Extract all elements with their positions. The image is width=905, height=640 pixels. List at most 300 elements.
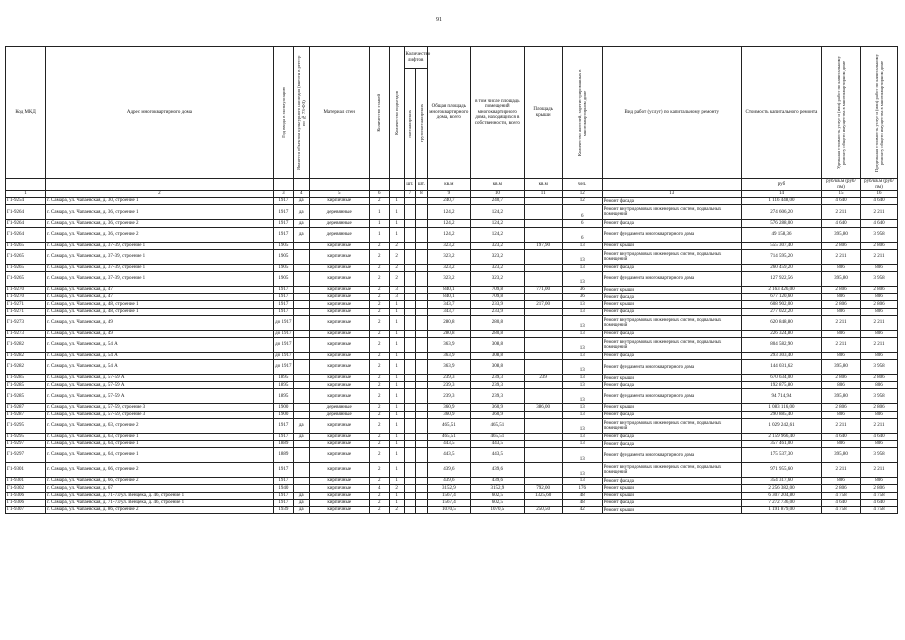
cell-walls: кирпичные — [309, 485, 369, 492]
cell-max-cost: 2 211 — [861, 418, 898, 433]
header-heritage: Является объектом культурного наследия (внесен в реестр по № 73-ФЗ) — [296, 55, 307, 170]
cell-walls: кирпичные — [309, 352, 369, 359]
cell-owned-area: 308,8 — [470, 360, 524, 375]
cell-walls: кирпичные — [309, 418, 369, 433]
cell-lifts-pass — [404, 506, 416, 513]
cell-lifts-cargo — [416, 485, 428, 492]
header-lifts-pass: пассажирских — [407, 109, 413, 138]
cell-lifts-cargo — [416, 411, 428, 418]
cell-lifts-pass — [404, 242, 416, 249]
cell-floors: 2 — [369, 301, 389, 308]
table-row — [6, 271, 898, 286]
cell-lifts-cargo — [416, 198, 428, 205]
cell-heritage — [293, 360, 309, 375]
cell-floors: 2 — [369, 352, 389, 359]
cell-unit-cost: 4 758 — [822, 506, 861, 513]
cell-entrances: 1 — [389, 315, 404, 330]
cell-code: Г1-9297 — [6, 441, 46, 448]
cell-address: г. Самара, ул. Чапаевская, д. 37-39, строение 1 — [46, 242, 274, 249]
cell-residents: 13 — [562, 360, 602, 375]
cell-total-area: 343,7 — [427, 301, 470, 308]
cell-year: 1917 — [273, 205, 293, 220]
cell-residents: 13 — [562, 271, 602, 286]
cell-unit-cost: 395,80 — [822, 360, 861, 375]
cell-cost: 49 158,36 — [741, 227, 821, 242]
page-number: 91 — [436, 17, 442, 23]
cell-unit-cost: 806 — [822, 441, 861, 448]
cell-lifts-pass — [404, 249, 416, 264]
cell-max-cost: 4 640 — [861, 220, 898, 227]
cell-total-area: 323,2 — [427, 271, 470, 286]
cell-unit-cost: 806 — [822, 352, 861, 359]
cell-heritage: да — [293, 492, 309, 499]
cell-year: 1900 — [273, 411, 293, 418]
cell-walls: кирпичные — [309, 506, 369, 513]
cell-roof-area — [524, 441, 562, 448]
cell-heritage — [293, 249, 309, 264]
cell-walls: кирпичные — [309, 463, 369, 478]
cell-residents: 36 — [562, 286, 602, 293]
cell-owned-area: 323,2 — [470, 264, 524, 271]
cell-owned-area: 443,5 — [470, 448, 524, 463]
cell-unit-cost: 395,80 — [822, 448, 861, 463]
column-number: 6 — [369, 191, 389, 198]
cell-walls: деревянные — [309, 220, 369, 227]
cell-heritage — [293, 478, 309, 485]
cell-floors: 2 — [369, 271, 389, 286]
cell-residents: 13 — [562, 404, 602, 411]
cell-work-type: Ремонт крыши — [602, 506, 741, 513]
cell-lifts-cargo — [416, 499, 428, 506]
cell-address: г. Самара, ул. Чапаевская, д. 57-59 А — [46, 389, 274, 404]
cell-entrances: 1 — [389, 205, 404, 220]
header-unit-cost: Удельная стоимость услуг и (или) работ по капитальному ремонту общего имущества в многоквартирном доме — [836, 56, 847, 169]
cell-roof-area — [524, 411, 562, 418]
cell-address: г. Самара, ул. Чапаевская, д. 54 А — [46, 360, 274, 375]
cell-owned-area: 239,3 — [470, 375, 524, 382]
column-number: 15 — [822, 191, 861, 198]
cell-work-type: Ремонт внутридомовых инженерных систем, подвальных помещений — [602, 337, 741, 352]
cell-floors: 2 — [369, 375, 389, 382]
cell-year: 1905 — [273, 271, 293, 286]
cell-cost: 290 885,40 — [741, 411, 821, 418]
cell-lifts-pass — [404, 315, 416, 330]
cell-year: 1940 — [273, 485, 293, 492]
cell-owned-area: 323,2 — [470, 249, 524, 264]
table-row — [6, 294, 898, 301]
cell-total-area: 1567,4 — [427, 499, 470, 506]
cell-cost: 277 022,20 — [741, 308, 821, 315]
cell-walls: деревянные — [309, 227, 369, 242]
cell-roof-area — [524, 463, 562, 478]
cell-residents: 13 — [562, 330, 602, 337]
cell-residents: 6 — [562, 205, 602, 220]
cell-total-area: 124,2 — [427, 220, 470, 227]
cell-max-cost: 806 — [861, 294, 898, 301]
column-number: 14 — [741, 191, 821, 198]
cell-walls: кирпичные — [309, 375, 369, 382]
cell-year: до 1917 — [273, 337, 293, 352]
cell-code: Г1-9273 — [6, 330, 46, 337]
cell-code: Г1-9273 — [6, 315, 46, 330]
cell-heritage — [293, 382, 309, 389]
cell-address: г. Самара, ул. Чапаевская, д. 49 — [46, 315, 274, 330]
cell-max-cost: 2 806 — [861, 404, 898, 411]
cell-cost: 1 116 448,00 — [741, 198, 821, 205]
cell-max-cost: 3 958 — [861, 227, 898, 242]
cell-owned-area: 239,3 — [470, 389, 524, 404]
cell-heritage — [293, 294, 309, 301]
column-number: 5 — [309, 191, 369, 198]
cell-address: г. Самара, ул. Чапаевская, д. 63, строение 1 — [46, 433, 274, 440]
cell-entrances: 1 — [389, 227, 404, 242]
cell-walls: кирпичные — [309, 264, 369, 271]
cell-address: г. Самара, ул. Чапаевская, д. 37-39, строение 1 — [46, 249, 274, 264]
cell-owned-area: 360,9 — [470, 411, 524, 418]
cell-lifts-pass — [404, 411, 416, 418]
cell-address: г. Самара, ул. Чапаевская, д. 57-59 А — [46, 382, 274, 389]
cell-address: г. Самара, ул. Чапаевская, д. 57-59, строение 3 — [46, 404, 274, 411]
table-row — [6, 411, 898, 418]
cell-walls: кирпичные — [309, 389, 369, 404]
cell-address: г. Самара, ул. Чапаевская, д. 57-59 А — [46, 375, 274, 382]
cell-max-cost: 2 806 — [861, 286, 898, 293]
cell-owned-area: 709,8 — [470, 286, 524, 293]
cell-lifts-cargo — [416, 352, 428, 359]
cell-cost: 6 307 204,80 — [741, 492, 821, 499]
cell-floors: 2 — [369, 448, 389, 463]
cell-cost: 576 288,00 — [741, 220, 821, 227]
cell-year: 1917 — [273, 227, 293, 242]
cell-heritage — [293, 352, 309, 359]
cell-owned-area: 1070,5 — [470, 506, 524, 513]
unit-residents: чел. — [562, 179, 602, 191]
cell-code: Г1-9264 — [6, 227, 46, 242]
cell-owned-area: 323,2 — [470, 242, 524, 249]
cell-lifts-pass — [404, 478, 416, 485]
cell-walls: кирпичные — [309, 301, 369, 308]
cell-residents: 6 — [562, 220, 602, 227]
cell-address: г. Самара, ул. Чапаевская, д. 49 — [46, 330, 274, 337]
cell-floors: 2 — [369, 499, 389, 506]
cell-cost: 2 256 382,00 — [741, 485, 821, 492]
cell-lifts-pass — [404, 418, 416, 433]
cell-owned-area: 439,6 — [470, 478, 524, 485]
cell-heritage: да — [293, 205, 309, 220]
cell-owned-area: 124,2 — [470, 220, 524, 227]
table-row — [6, 389, 898, 404]
cell-total-area: 443,5 — [427, 441, 470, 448]
cell-entrances: 1 — [389, 463, 404, 478]
cell-walls: кирпичные — [309, 249, 369, 264]
unit-lifts-pass: шт. — [404, 179, 416, 191]
cell-year: 1917 — [273, 433, 293, 440]
cell-walls: деревянные — [309, 404, 369, 411]
cell-residents: 13 — [562, 249, 602, 264]
cell-unit-cost: 806 — [822, 294, 861, 301]
cell-lifts-cargo — [416, 448, 428, 463]
cell-roof-area — [524, 352, 562, 359]
cell-lifts-cargo — [416, 315, 428, 330]
cell-entrances: 1 — [389, 478, 404, 485]
cell-address: г. Самара, ул. Чапаевская, д. 36, строение 2 — [46, 220, 274, 227]
cell-owned-area: 439,6 — [470, 463, 524, 478]
cell-address: г. Самара, ул. Чапаевская, д. 30, строение 1 — [46, 198, 274, 205]
cell-year: 1900 — [273, 404, 293, 411]
cell-walls: кирпичные — [309, 315, 369, 330]
cell-lifts-pass — [404, 499, 416, 506]
cell-code: Г1-9282 — [6, 352, 46, 359]
cell-roof-area: 217,00 — [524, 301, 562, 308]
cell-cost: 804 582,90 — [741, 337, 821, 352]
cell-address: г. Самара, ул. Чапаевская, д. 86, строение 2 — [46, 506, 274, 513]
cell-residents: 13 — [562, 337, 602, 352]
table-body — [6, 198, 898, 514]
cell-lifts-pass — [404, 220, 416, 227]
cell-residents: 13 — [562, 308, 602, 315]
cell-residents: 13 — [562, 463, 602, 478]
column-number: 10 — [470, 191, 524, 198]
cell-walls: кирпичные — [309, 360, 369, 375]
cell-walls: деревянные — [309, 205, 369, 220]
cell-total-area: 360,9 — [427, 404, 470, 411]
cell-unit-cost: 4 640 — [822, 220, 861, 227]
cell-lifts-pass — [404, 337, 416, 352]
cell-heritage — [293, 330, 309, 337]
cell-cost: 144 031,62 — [741, 360, 821, 375]
cell-work-type: Ремонт фасада — [602, 198, 741, 205]
cell-work-type: Ремонт фасада — [602, 433, 741, 440]
cell-roof-area — [524, 227, 562, 242]
cell-entrances: 1 — [389, 441, 404, 448]
cell-entrances: 2 — [389, 485, 404, 492]
cell-max-cost: 2 211 — [861, 337, 898, 352]
cell-walls: кирпичные — [309, 337, 369, 352]
cell-year: 1905 — [273, 264, 293, 271]
cell-cost: 192 875,80 — [741, 382, 821, 389]
header-lifts-cargo: грузопассажирских — [418, 104, 424, 143]
cell-cost: 971 955,60 — [741, 463, 821, 478]
cell-roof-area — [524, 308, 562, 315]
cell-entrances: 2 — [389, 506, 404, 513]
cell-residents: 42 — [562, 506, 602, 513]
cell-unit-cost: 2 211 — [822, 205, 861, 220]
cell-unit-cost: 395,80 — [822, 271, 861, 286]
cell-year: 1917 — [273, 294, 293, 301]
cell-work-type: Ремонт внутридомовых инженерных систем, подвальных помещений — [602, 249, 741, 264]
cell-lifts-pass — [404, 286, 416, 293]
cell-cost: 260 459,20 — [741, 264, 821, 271]
cell-heritage — [293, 389, 309, 404]
cell-heritage — [293, 485, 309, 492]
cell-lifts-cargo — [416, 478, 428, 485]
cell-code: Г1-9285 — [6, 389, 46, 404]
header-roof-area: Площадь крыши — [524, 47, 562, 179]
cell-entrances: 1 — [389, 499, 404, 506]
cell-address: г. Самара, ул. Чапаевская, д. 64, строение 1 — [46, 441, 274, 448]
cell-work-type: Ремонт фундамента многоквартирного дома — [602, 271, 741, 286]
cell-cost: 274 606,20 — [741, 205, 821, 220]
cell-owned-area: 239,3 — [470, 382, 524, 389]
cell-unit-cost: 2 211 — [822, 315, 861, 330]
cell-residents: 13 — [562, 301, 602, 308]
cell-owned-area: 602,5 — [470, 492, 524, 499]
cell-max-cost: 806 — [861, 478, 898, 485]
cell-entrances: 1 — [389, 301, 404, 308]
cell-walls: кирпичные — [309, 499, 369, 506]
cell-roof-area: 1325,60 — [524, 492, 562, 499]
header-floors: Количество этажей — [376, 93, 382, 132]
cell-code: Г1-9282 — [6, 337, 46, 352]
cell-year: 1905 — [273, 249, 293, 264]
cell-max-cost: 806 — [861, 308, 898, 315]
cell-total-area: 840,1 — [427, 294, 470, 301]
cell-year: 1917 — [273, 418, 293, 433]
cell-lifts-pass — [404, 441, 416, 448]
cell-roof-area — [524, 315, 562, 330]
cell-walls: кирпичные — [309, 294, 369, 301]
cell-entrances: 1 — [389, 382, 404, 389]
cell-lifts-cargo — [416, 360, 428, 375]
cell-year: 1889 — [273, 441, 293, 448]
cell-unit-cost: 4 640 — [822, 499, 861, 506]
table-row — [6, 492, 898, 499]
cell-address: г. Самара, ул. Чапаевская, д. 36, строение 2 — [46, 227, 274, 242]
cell-code: Г1-9287 — [6, 404, 46, 411]
table-row — [6, 506, 898, 513]
cell-residents: 6 — [562, 227, 602, 242]
cell-floors: 2 — [369, 242, 389, 249]
cell-unit-cost: 806 — [822, 411, 861, 418]
cell-roof-area — [524, 264, 562, 271]
cell-floors: 2 — [369, 404, 389, 411]
header-address: Адрес многоквартирного дома — [46, 47, 274, 179]
cell-floors: 2 — [369, 198, 389, 205]
cell-floors: 2 — [369, 492, 389, 499]
cell-work-type: Ремонт крыши — [602, 286, 741, 293]
cell-code: Г1-9307 — [6, 506, 46, 513]
cell-max-cost: 2 806 — [861, 242, 898, 249]
cell-lifts-cargo — [416, 404, 428, 411]
cell-floors: 2 — [369, 433, 389, 440]
cell-lifts-pass — [404, 404, 416, 411]
cell-max-cost: 806 — [861, 330, 898, 337]
unit-total-area: кв.м — [427, 179, 470, 191]
cell-lifts-cargo — [416, 492, 428, 499]
cell-roof-area: 197,90 — [524, 242, 562, 249]
cell-owned-area: 308,8 — [470, 352, 524, 359]
header-walls: Материал стен — [309, 47, 369, 179]
cell-floors: 1 — [369, 227, 389, 242]
cell-entrances: 1 — [389, 308, 404, 315]
table-row — [6, 242, 898, 249]
cell-max-cost: 4 640 — [861, 499, 898, 506]
cell-roof-area — [524, 360, 562, 375]
cell-year: 1939 — [273, 506, 293, 513]
cell-total-area: 280,8 — [427, 315, 470, 330]
cell-owned-area: 465,51 — [470, 418, 524, 433]
cell-heritage: да — [293, 506, 309, 513]
cell-floors: 1 — [369, 220, 389, 227]
cell-lifts-pass — [404, 227, 416, 242]
cell-code: Г1-9270 — [6, 294, 46, 301]
cell-walls: кирпичные — [309, 492, 369, 499]
cell-total-area: 240,7 — [427, 198, 470, 205]
cell-lifts-cargo — [416, 330, 428, 337]
cell-walls: кирпичные — [309, 478, 369, 485]
cell-total-area: 363,9 — [427, 352, 470, 359]
cell-heritage: да — [293, 499, 309, 506]
cell-address: г. Самара, ул. Чапаевская, д. 66, строение 2 — [46, 478, 274, 485]
cell-lifts-cargo — [416, 308, 428, 315]
cell-lifts-pass — [404, 382, 416, 389]
column-number: 2 — [46, 191, 274, 198]
cell-floors: 1 — [369, 205, 389, 220]
column-number: 9 — [427, 191, 470, 198]
cell-total-area: 465,51 — [427, 418, 470, 433]
cell-year: 1917 — [273, 301, 293, 308]
header-total-area: Общая площадь многоквартирного дома, всего — [427, 47, 470, 179]
cell-max-cost: 806 — [861, 441, 898, 448]
cell-cost: 2 159 966,40 — [741, 433, 821, 440]
cell-entrances: 1 — [389, 198, 404, 205]
cell-max-cost: 4 640 — [861, 433, 898, 440]
cell-code: Г1-9287 — [6, 411, 46, 418]
cell-unit-cost: 395,80 — [822, 389, 861, 404]
table-row — [6, 448, 898, 463]
cell-entrances: 1 — [389, 433, 404, 440]
cell-total-area: 439,6 — [427, 463, 470, 478]
cell-lifts-cargo — [416, 441, 428, 448]
cell-total-area: 1070,5 — [427, 506, 470, 513]
cell-entrances: 1 — [389, 389, 404, 404]
cell-work-type: Ремонт фундамента многоквартирного дома — [602, 448, 741, 463]
table-row — [6, 308, 898, 315]
header-lifts: Количество лифтов — [404, 47, 427, 69]
cell-code: Г1-9271 — [6, 301, 46, 308]
cell-work-type: Ремонт фасада — [602, 330, 741, 337]
cell-roof-area: 250,50 — [524, 506, 562, 513]
cell-entrances: 1 — [389, 492, 404, 499]
cell-work-type: Ремонт фасада — [602, 478, 741, 485]
cell-work-type: Ремонт фасада — [602, 382, 741, 389]
cell-code: Г1-9306 — [6, 499, 46, 506]
cell-code: Г1-9265 — [6, 271, 46, 286]
cell-year: до 1917 — [275, 353, 292, 359]
cell-lifts-cargo — [416, 382, 428, 389]
cell-code: Г1-9285 — [6, 382, 46, 389]
cell-address: г. Самара, ул. Чапаевская, д. 47 — [46, 286, 274, 293]
cell-roof-area — [524, 205, 562, 220]
cell-unit-cost: 4 758 — [822, 492, 861, 499]
cell-code: Г1-9306 — [6, 492, 46, 499]
cell-max-cost: 806 — [861, 352, 898, 359]
cell-residents: 13 — [562, 242, 602, 249]
cell-lifts-pass — [404, 308, 416, 315]
cell-entrances: 2 — [389, 271, 404, 286]
cell-unit-cost: 806 — [822, 330, 861, 337]
cell-year: 1917 — [273, 478, 293, 485]
cell-roof-area — [524, 433, 562, 440]
cell-roof-area — [524, 448, 562, 463]
cell-code: Г1-9295 — [6, 433, 46, 440]
header-code: Код МКД — [6, 47, 46, 179]
cell-unit-cost: 806 — [822, 382, 861, 389]
cell-heritage: да — [293, 220, 309, 227]
cell-year: 1917 — [273, 499, 293, 506]
cell-year: 1905 — [273, 242, 293, 249]
table-row — [6, 404, 898, 411]
